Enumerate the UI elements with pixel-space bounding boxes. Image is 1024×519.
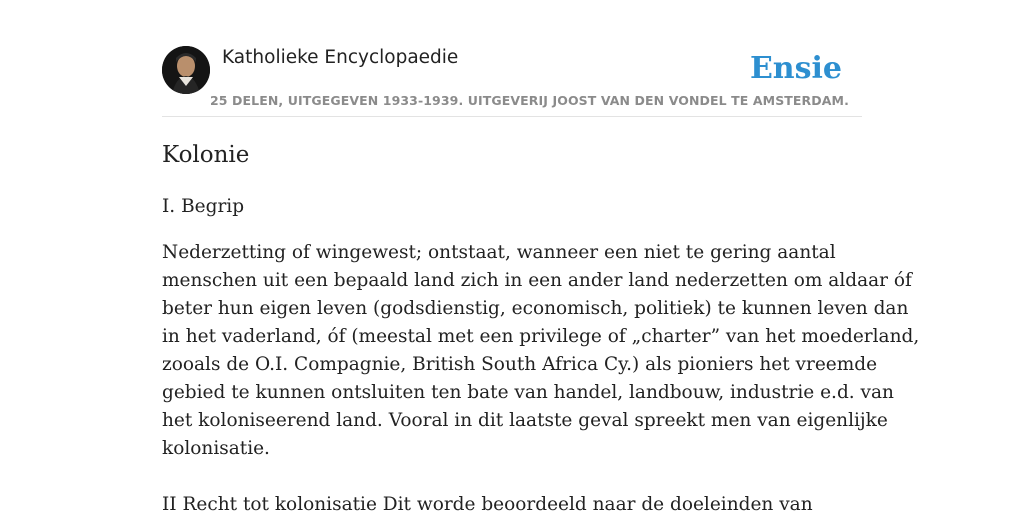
- ensie-logo-link[interactable]: Ensie: [749, 51, 842, 86]
- publication-title[interactable]: Katholieke Encyclopaedie: [222, 47, 459, 68]
- paragraph-line: in het vaderland, óf (meestal met een privilege of „charter” van het moederland,: [162, 326, 920, 347]
- paragraph-line: kolonisatie.: [162, 438, 270, 459]
- section-heading: I. Begrip: [162, 196, 245, 217]
- publication-subtitle: 25 DELEN, UITGEGEVEN 1933-1939. UITGEVERIJ JOOST VAN DEN VONDEL TE AMSTERDAM.: [210, 93, 849, 108]
- paragraph-line: Nederzetting of wingewest; ontstaat, wanneer een niet te gering aantal: [162, 242, 836, 263]
- page: [162, 0, 920, 515]
- paragraph-line: gebied te kunnen ontsluiten ten bate van handel, landbouw, industrie e.d. van: [162, 382, 894, 403]
- paragraph-line: het koloniseerend land. Vooral in dit laatste geval spreekt men van eigenlijke: [162, 410, 888, 431]
- paragraph-line-next: II Recht tot kolonisatie Dit worde beoordeeld naar de doeleinden van: [162, 494, 813, 515]
- paragraph-line: menschen uit een bepaald land zich in een ander land nederzetten om aldaar óf: [162, 270, 912, 291]
- portrait-icon: [162, 46, 210, 94]
- publication-avatar[interactable]: [162, 46, 210, 94]
- article-title: Kolonie: [162, 142, 250, 168]
- paragraph-line: beter hun eigen leven (godsdienstig, economisch, politiek) te kunnen leven dan: [162, 298, 909, 319]
- paragraph-line: zooals de O.I. Compagnie, British South Africa Cy.) als pioniers het vreemde: [162, 354, 878, 375]
- publication-header: [162, 0, 862, 117]
